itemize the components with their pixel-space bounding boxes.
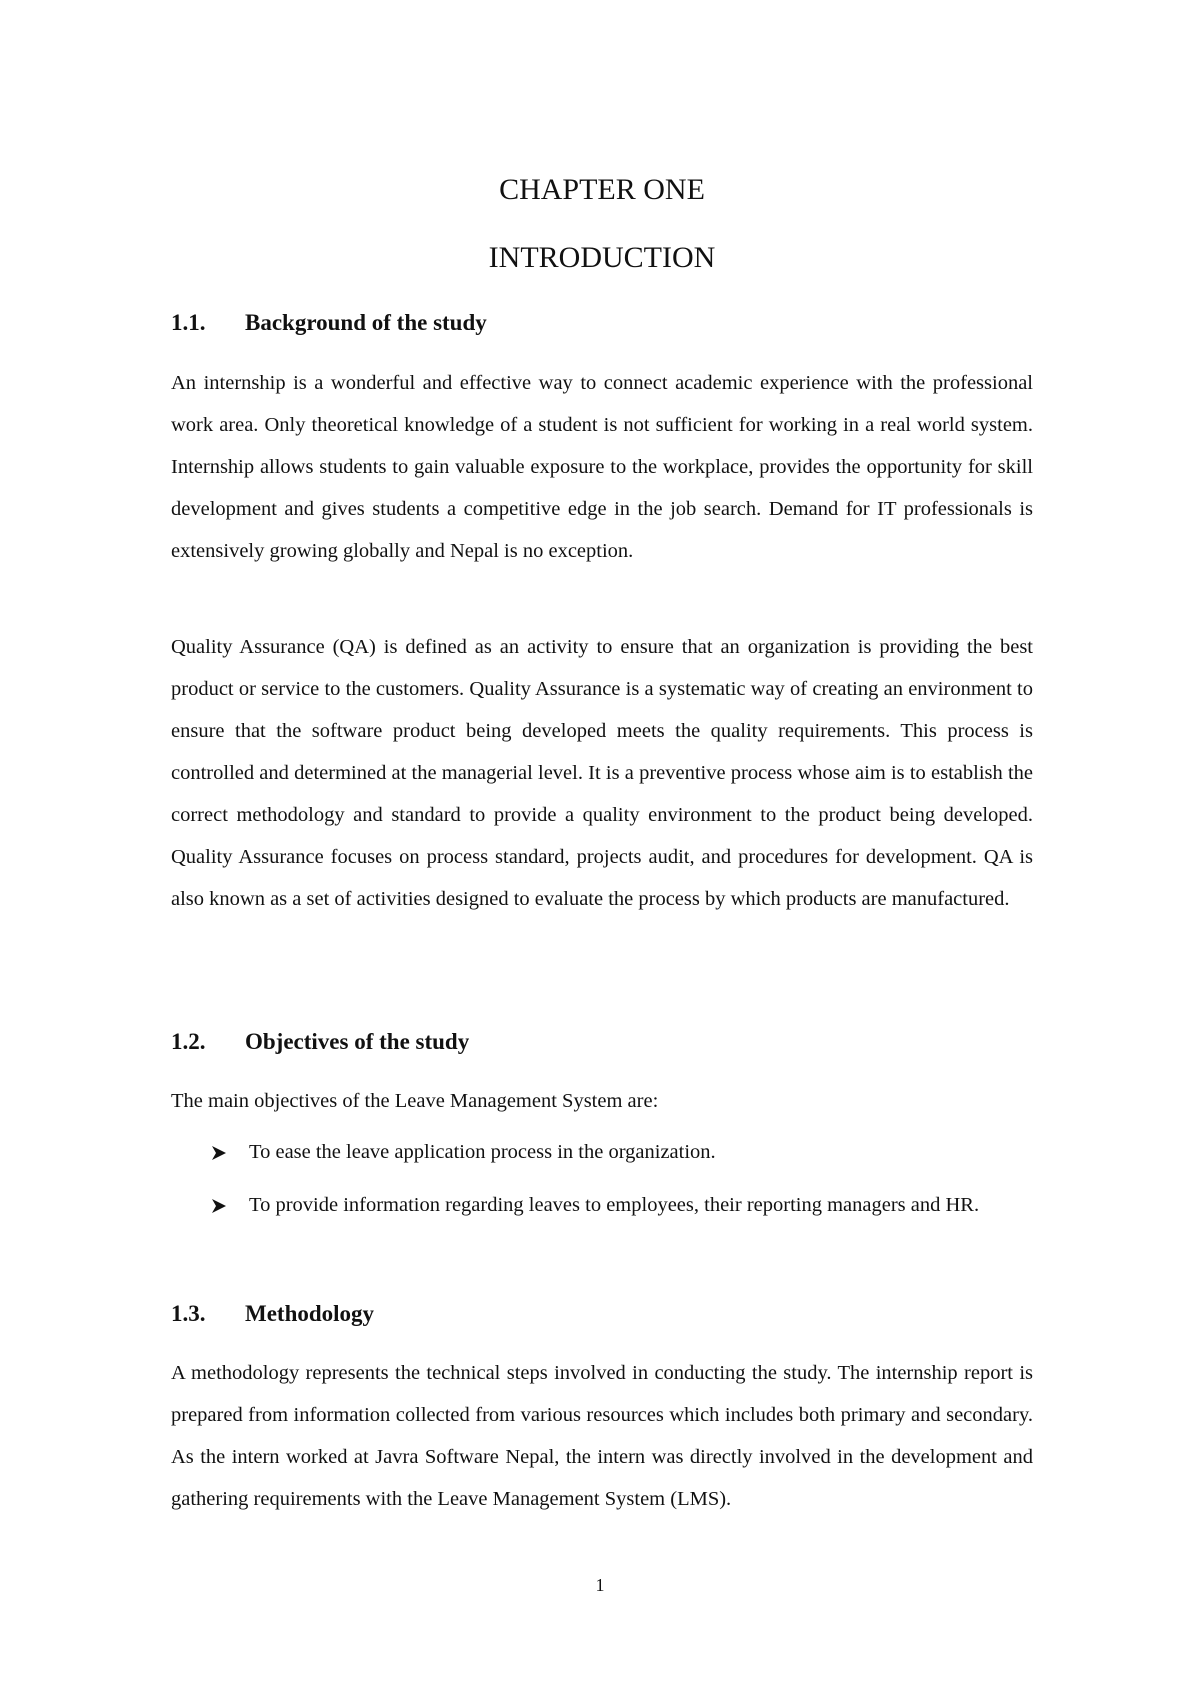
arrowhead-bullet-icon bbox=[211, 1126, 231, 1179]
section-title: Methodology bbox=[245, 1301, 375, 1326]
section-number: 1.3. bbox=[171, 1301, 206, 1326]
arrowhead-bullet-icon bbox=[211, 1179, 231, 1232]
paragraph-background-1: An internship is a wonderful and effective way to connect academic experience with the professional work area. Only theoretical knowledge of a student is not sufficient for working in a real world system. Internship allows students to gain valuable exposure to the workplace, provides the opportunity for skill development and gives students a competitive edge in the job search. Demand for IT professionals is extensively growing globally and Nepal is no exception. bbox=[171, 372, 1033, 562]
list-item bbox=[211, 1179, 1033, 1232]
chapter-title: INTRODUCTION bbox=[488, 241, 716, 274]
arrowhead-bullet-svg bbox=[211, 1145, 227, 1161]
list-item bbox=[211, 1126, 1033, 1179]
section-title: Objectives of the study bbox=[245, 1029, 470, 1054]
section-number: 1.1. bbox=[171, 310, 206, 335]
list-item-text: To ease the leave application process in the organization. bbox=[249, 1141, 716, 1163]
list-item-text: To provide information regarding leaves to employees, their reporting managers and HR. bbox=[249, 1194, 980, 1216]
section-title: Background of the study bbox=[245, 310, 487, 335]
section-heading-objectives bbox=[171, 1027, 469, 1057]
section-number: 1.2. bbox=[171, 1029, 206, 1054]
paragraph-background-2: Quality Assurance (QA) is defined as an activity to ensure that an organization is providing the best product or service to the customers. Quality Assurance is a systematic way of creating an environment to ensure that the software product being developed meets the quality requirements. This process is controlled and determined at the managerial level. It is a preventive process whose aim is to establish the correct methodology and standard to provide a quality environment to the product being developed. Quality Assurance focuses on process standard, projects audit, and procedures for development. QA is also known as a set of activities designed to evaluate the process by which products are manufactured. bbox=[171, 636, 1033, 910]
page-number: 1 bbox=[595, 1575, 605, 1595]
section-heading-background bbox=[171, 308, 487, 338]
section-heading-methodology bbox=[171, 1299, 374, 1329]
arrowhead-bullet-svg bbox=[211, 1198, 227, 1214]
objectives-list bbox=[211, 1126, 1033, 1232]
chapter-label: CHAPTER ONE bbox=[499, 173, 705, 206]
paragraph-methodology: A methodology represents the technical steps involved in conducting the study. The internship report is prepared from information collected from various resources which includes both primary and secondary. As the intern worked at Javra Software Nepal, the intern was directly involved in the development and gathering requirements with the Leave Management System (LMS). bbox=[171, 1362, 1033, 1510]
objectives-intro: The main objectives of the Leave Management System are: bbox=[171, 1090, 659, 1112]
